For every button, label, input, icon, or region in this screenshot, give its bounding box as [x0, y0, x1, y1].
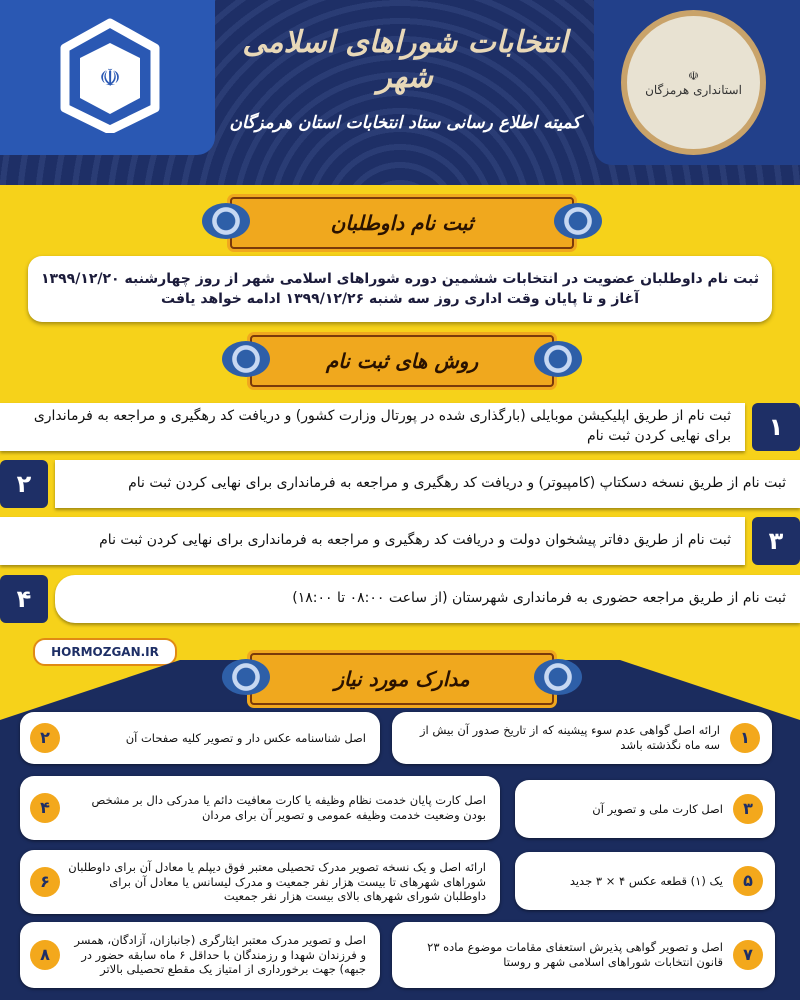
- header: [0, 0, 800, 185]
- document-text: اصل کارت ملی و تصویر آن: [592, 801, 723, 816]
- seal-text: استانداری هرمزگان: [645, 82, 742, 97]
- document-text: اصل شناسنامه عکس دار و تصویر کلیه صفحات آن: [125, 730, 366, 745]
- document-text: اصل و تصویر مدرک معتبر ایثارگری (جانبازان، آزادگان، همسر و فرزندان شهدا و رزمندگان با حداقل ۶ ماه سابقه حضور در جبهه) جهت برخورداری از امتیاز یک مقطع تحصیلی بالاتر: [74, 932, 366, 977]
- document-text: ارائه اصل و یک نسخه تصویر مدرک تحصیلی معتبر فوق دیپلم یا معادل آن برای داوطلبان شوراهای شهرهای تا بیست هزار نفر جمعیت و مدرک لیسانس یا معادل آن برای داوطلبان شورای شهرهای بالای بیست هزار نفر جمعیت: [68, 859, 486, 904]
- document-number: ۶: [30, 867, 60, 897]
- method-item: ثبت نام از طریق نسخه دسکتاپ (کامپیوتر) و دریافت کد رهگیری و مراجعه به فرمانداری برای نهایی کردن ثبت نام: [55, 460, 800, 508]
- document-item: [515, 852, 775, 910]
- svg-text:☫: ☫: [99, 64, 121, 92]
- registration-announcement: [28, 256, 772, 322]
- document-item: [515, 780, 775, 838]
- website-label[interactable]: HORMOZGAN.IR: [33, 638, 177, 666]
- method-number: ۴: [0, 575, 48, 623]
- document-item: [392, 922, 775, 988]
- emblem-icon: ☫: [688, 68, 699, 83]
- province-logo: [594, 0, 800, 165]
- page-title: انتخابات شوراهای اسلامی شهر: [242, 25, 568, 95]
- method-item: ثبت نام از طریق دفاتر پیشخوان دولت و دریافت کد رهگیری و مراجعه به فرمانداری برای نهایی کردن ثبت نام: [0, 517, 745, 565]
- document-number: ۴: [30, 793, 60, 823]
- document-item: [20, 850, 500, 914]
- document-number: ۸: [30, 940, 60, 970]
- method-item: ثبت نام از طریق مراجعه حضوری به فرمانداری شهرستان (از ساعت ۰۸:۰۰ تا ۱۸:۰۰): [55, 575, 800, 623]
- province-seal: [621, 10, 766, 155]
- ballot-box-icon: [55, 18, 165, 133]
- document-number: ۷: [733, 940, 763, 970]
- methods-banner: روش های ثبت نام: [250, 335, 554, 387]
- document-number: ۱: [730, 723, 760, 753]
- document-item: [20, 776, 500, 840]
- method-number: ۲: [0, 460, 48, 508]
- document-text: اصل و تصویر گواهی پذیرش استعفای مقامات موضوع ماده ۲۳ قانون انتخابات شوراهای اسلامی شهر و روستا: [427, 940, 723, 969]
- method-number: ۳: [752, 517, 800, 565]
- document-item: [20, 922, 380, 988]
- document-item: [20, 712, 380, 764]
- document-number: ۲: [30, 723, 60, 753]
- documents-banner: مدارک مورد نیاز: [250, 653, 554, 705]
- document-number: ۵: [733, 866, 763, 896]
- announcement-line-1: ثبت نام داوطلبان عضویت در انتخابات ششمین دوره شوراهای اسلامی شهر از روز چهارشنبه ۱۳۹۹/۱۲/۲۰: [41, 270, 759, 287]
- document-text: اصل کارت پایان خدمت نظام وظیفه یا کارت معافیت دائم یا مدرکی دال بر مشخص بودن وضعیت خدمت وظیفه عمومی و تصویر آن برای مردان: [91, 793, 486, 822]
- document-item: [392, 712, 772, 764]
- election-logo: [0, 0, 215, 155]
- method-number: ۱: [752, 403, 800, 451]
- announcement-line-2: آغاز و تا پایان وقت اداری روز سه شنبه ۱۳۹۹/۱۲/۲۶ ادامه خواهد یافت: [161, 291, 639, 307]
- document-text: یک (۱) قطعه عکس ۴ × ۳ جدید: [569, 873, 723, 888]
- document-text: ارائه اصل گواهی عدم سوء پیشینه که از تاریخ صدور آن بیش از سه ماه نگذشته باشد: [419, 723, 720, 752]
- header-title-block: [215, 25, 595, 133]
- document-number: ۳: [733, 794, 763, 824]
- method-item: ثبت نام از طریق اپلیکیشن موبایلی (بارگذاری شده در پورتال وزارت کشور) و دریافت کد رهگیری و مراجعه به فرمانداری برای نهایی کردن ثبت نام: [0, 403, 745, 451]
- page-subtitle: کمیته اطلاع رسانی ستاد انتخابات استان هرمزگان: [229, 113, 581, 133]
- registration-banner: ثبت نام داوطلبان: [230, 197, 574, 249]
